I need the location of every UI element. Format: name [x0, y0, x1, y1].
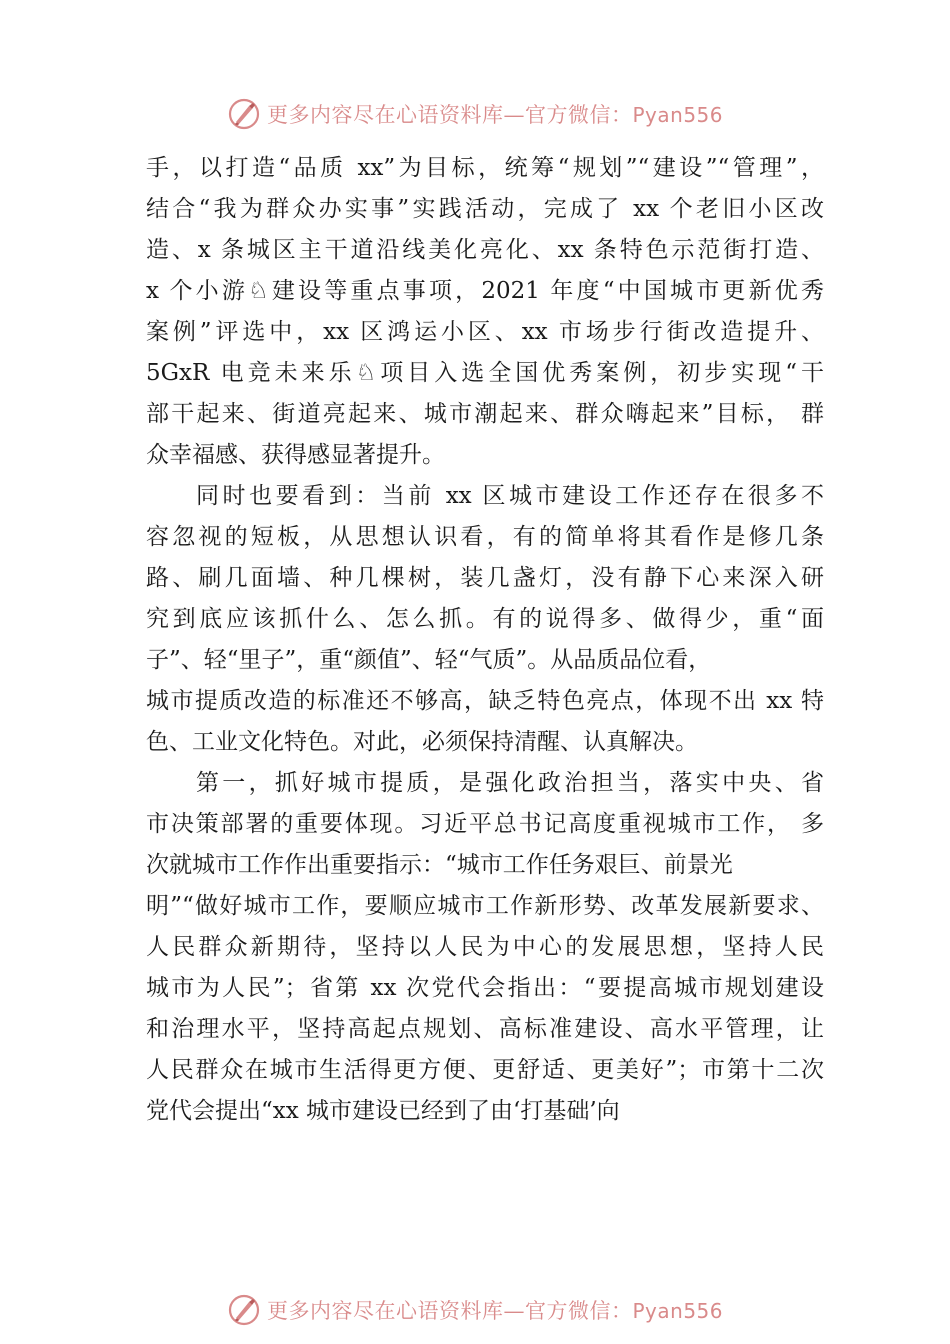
text-line: 城市提质改造的标准还不够高，缺乏特色亮点，体现不出 xx 特 [146, 688, 824, 714]
text-line: 第一，抓好城市提质，是强化政治担当，落实中央、省 [196, 770, 824, 796]
text-line: 造、x 条城区主干道沿线美化亮化、xx 条特色示范街打造、 [146, 237, 824, 263]
text-line: 明”“做好城市工作，要顺应城市工作新形势、改革发展新要求、 [146, 893, 824, 919]
text-line: 人民群众在城市生活得更方便、更舒适、更美好”；市第十二次 [146, 1057, 824, 1083]
text-line: 案例”评选中，xx 区鸿运小区、xx 市场步行街改造提升、 [146, 319, 824, 345]
watermark-handle: Pyan556 [632, 103, 723, 127]
brush-logo-icon [227, 97, 261, 131]
text-line: 人民群众新期待，坚持以人民为中心的发展思想，坚持人民 [146, 934, 824, 960]
text-line: 手，以打造“品质 xx”为目标，统筹“规划”“建设”“管理”， [146, 155, 824, 181]
text-line: 色、工业文化特色。对此，必须保持清醒、认真解决。 [146, 729, 698, 755]
text-line: x 个小游♘建设等重点事项，2021 年度“中国城市更新优秀 [146, 278, 824, 304]
text-line: 市决策部署的重要体现。习近平总书记高度重视城市工作， 多 [146, 811, 824, 837]
header-watermark [0, 94, 950, 134]
footer-watermark [0, 1290, 950, 1330]
text-line: 路、刷几面墙、种几棵树，装几盏灯，没有静下心来深入研 [146, 565, 824, 591]
text-line: 子”、轻“里子”，重“颜值”、轻“气质”。从品质品位看， [146, 647, 712, 673]
watermark-text: 更多内容尽在心语资料库—官方微信：Pyan556 [266, 103, 723, 127]
text-line: 同时也要看到：当前 xx 区城市建设工作还存在很多不 [196, 483, 824, 509]
watermark-handle: Pyan556 [632, 1299, 723, 1323]
text-line: 5GxR 电竞未来乐♘项目入选全国优秀案例，初步实现“干 [146, 360, 824, 386]
text-line: 结合“我为群众办实事”实践活动，完成了 xx 个老旧小区改 [146, 196, 824, 222]
text-line: 众幸福感、获得感显著提升。 [146, 442, 445, 468]
document-body [146, 148, 824, 1132]
watermark-text: 更多内容尽在心语资料库—官方微信：Pyan556 [266, 1299, 723, 1323]
text-line: 城市为人民”；省第 xx 次党代会指出：“要提高城市规划建设 [146, 975, 824, 1001]
text-line: 部干起来、街道亮起来、城市潮起来、群众嗨起来”目标， 群 [146, 401, 824, 427]
text-line: 容忽视的短板，从思想认识看，有的简单将其看作是修几条 [146, 524, 824, 550]
text-line: 和治理水平，坚持高起点规划、高标准建设、高水平管理，让 [146, 1016, 824, 1042]
brush-logo-icon [227, 1293, 261, 1327]
text-line: 次就城市工作作出重要指示：“城市工作任务艰巨、前景光 [146, 852, 733, 878]
text-line: 究到底应该抓什么、怎么抓。有的说得多、做得少，重“面 [146, 606, 824, 632]
text-line: 党代会提出“xx 城市建设已经到了由‘打基础’向 [146, 1098, 620, 1124]
